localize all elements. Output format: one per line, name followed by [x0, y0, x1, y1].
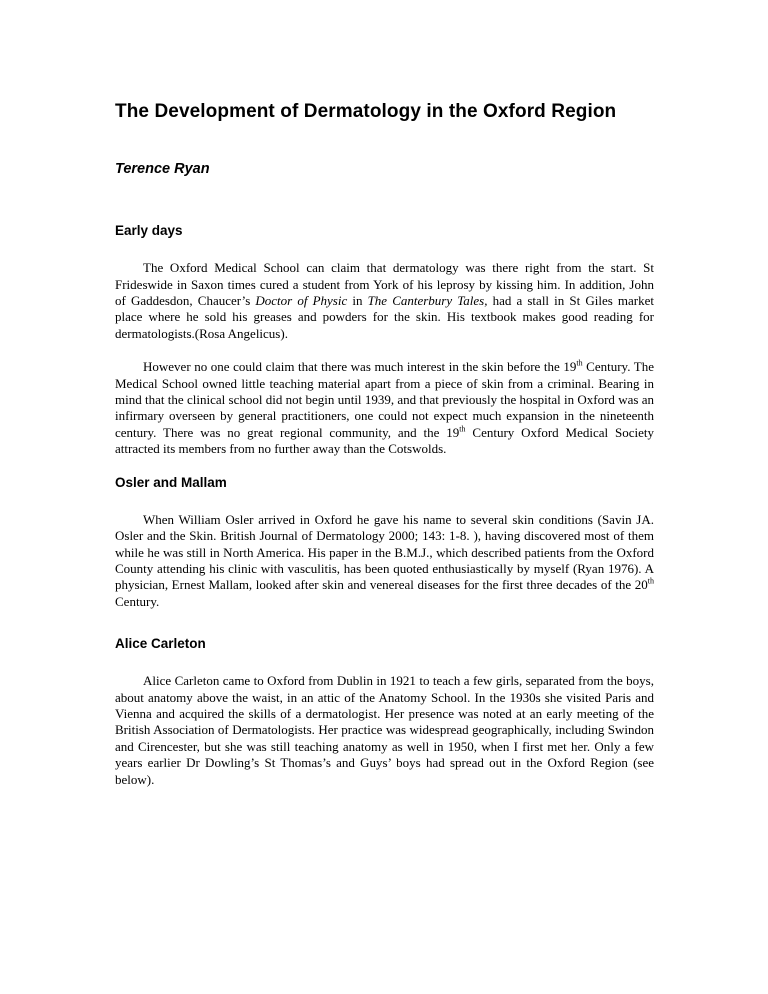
paragraph-early-days-1 — [115, 260, 654, 342]
superscript-run: th — [459, 424, 466, 434]
section-heading-osler-and-mallam: Osler and Mallam — [115, 474, 227, 490]
paragraph-osler-and-mallam-1 — [115, 512, 654, 610]
paragraph-early-days-2 — [115, 359, 654, 457]
text-run: When William Osler arrived in Oxford he gave his name to several skin conditions (Savin JA. Osler and the Skin. British Journal of Dermatology 2000; 143: 1-8. ), having discovered most of them while he was still in North America. His paper in the B.M.J., which described patients from the Oxford County attending his clinic with vasculitis, has been quoted enthusiastically by myself (Ryan 1976). A physician, Ernest Mallam, looked after skin and venereal diseases for the first three decades of the 20 — [115, 511, 654, 593]
text-run: Century. — [115, 593, 160, 609]
author-name: Terence Ryan — [115, 161, 210, 178]
italic-run: The Canterbury Tales, — [367, 293, 488, 309]
text-run: Alice Carleton came to Oxford from Dublin in 1921 to teach a few girls, separated from the boys, about anatomy above the waist, in an attic of the Anatomy School. In the 1930s she visited Paris and Vienna and acquired the skills of a dermatologist. Her presence was noted at an early meeting of the British Association of Dermatologists. Her practice was widespread geographically, including Swindon and Cirencester, but she was still teaching anatomy as well in 1950, when I first met her. Only a few years earlier Dr Dowling’s St Thomas’s and Guys’ boys had spread out in the Oxford Region (see below). — [115, 673, 654, 787]
paragraph-alice-carleton-1 — [115, 673, 654, 788]
italic-run: Doctor of Physic — [255, 293, 348, 309]
superscript-run: th — [647, 576, 654, 586]
superscript-run: th — [576, 358, 583, 368]
section-heading-early-days: Early days — [115, 223, 183, 239]
text-run: Century. The Medical School owned little teaching material apart from a piece of skin from a criminal. Bearing in mind that the clinical school did not begin until 1939, and that previously the hospital in Oxford was an infirmary overseen by general practitioners, one could not expect much expansion in the nineteenth century. There was no great regional community, and the 19 — [115, 359, 655, 440]
section-heading-alice-carleton: Alice Carleton — [115, 636, 206, 652]
text-run: Century Oxford Medical Society attracted its members from no further away than the Cotswolds. — [115, 424, 654, 457]
text-run: However no one could claim that there was much interest in the skin before the 19 — [143, 359, 577, 375]
document-title: The Development of Dermatology in the Oxford Region — [115, 101, 617, 122]
text-run: The Oxford Medical School can claim that dermatology was there right from the start. St Frideswide in Saxon times cured a student from York of his leprosy by kissing him. In addition, John of Gaddesdon, Chaucer’s — [115, 260, 654, 309]
text-run: in — [347, 293, 368, 309]
text-run: had a stall in St Giles market place where he sold his greases and powders for the skin. His textbook makes good reading for dermatologists.(Rosa Angelicus). — [115, 293, 654, 341]
